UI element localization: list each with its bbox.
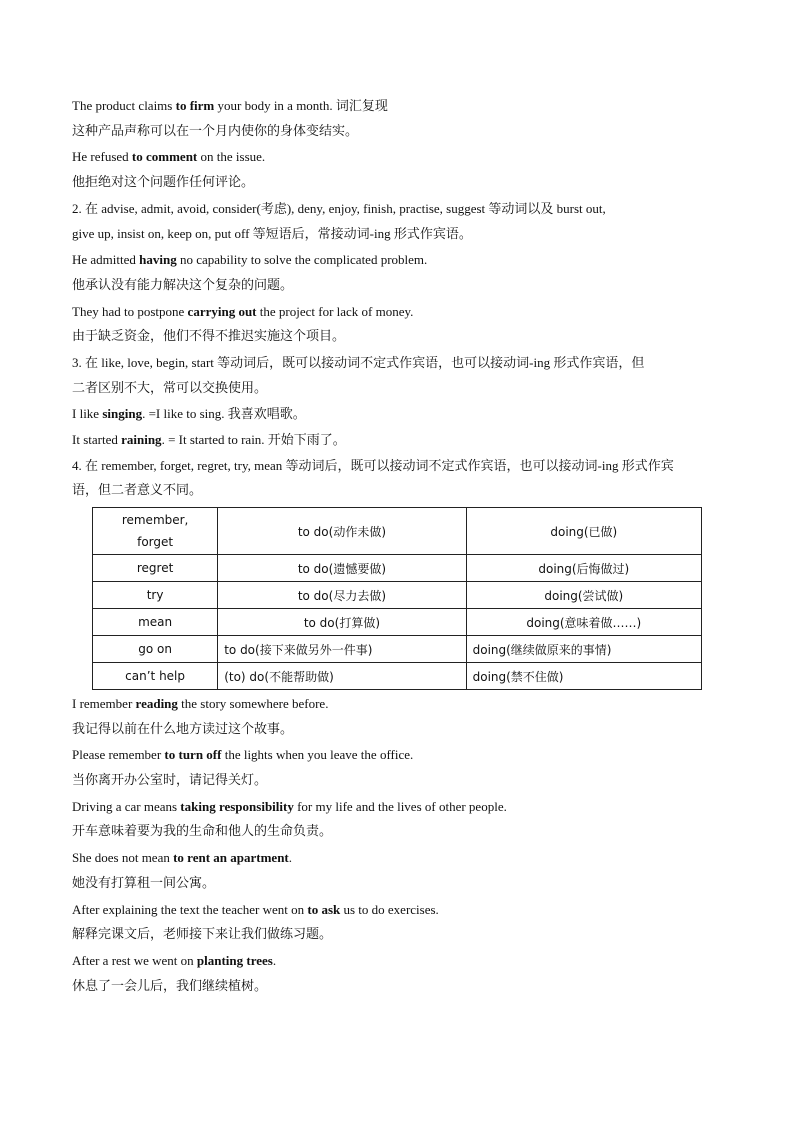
english-line [72, 742, 732, 768]
english-line [72, 845, 732, 871]
text-run: They had to postpone [72, 303, 188, 319]
table-row [93, 508, 702, 555]
text-run: . = It started to rain. 开始下雨了。 [161, 431, 346, 447]
english-line [72, 144, 732, 170]
english-line [72, 221, 732, 247]
text-run: I like [72, 406, 103, 422]
text-run: . [288, 850, 293, 866]
bold-phrase: having [139, 252, 177, 268]
text-run: 解释完课文后，老师接下来让我们做练习题。 [72, 927, 333, 943]
chinese-line [72, 717, 732, 743]
text-run: I remember [72, 696, 136, 711]
verb-text: can’t help [125, 669, 186, 683]
text-run: 由于缺乏资金，他们不得不推迟实施这个项目。 [72, 329, 346, 345]
text-run: . [272, 952, 277, 968]
chinese-line [72, 922, 732, 948]
verb-cell [93, 609, 218, 636]
bold-phrase: to turn off [164, 747, 222, 763]
text-run: the project for lack of money. [256, 303, 414, 319]
english-line [72, 196, 732, 222]
to-do-cell: to do(打算做) [218, 609, 466, 636]
text-run: 这种产品声称可以在一个月内使你的身体变结实。 [72, 123, 359, 139]
table-row [93, 582, 702, 609]
english-line [72, 299, 732, 325]
bold-phrase: singing [102, 406, 143, 422]
text-run: 3. 在 like, love, begin, start 等动词后，既可以接动词不定式作宾语，也可以接动词-ing 形式作宾语，但 [72, 354, 645, 370]
bold-phrase: planting trees [196, 952, 273, 968]
text-run: no capability to solve the complicated problem. [176, 252, 428, 268]
table-row [93, 636, 702, 663]
to-do-cell: (to) do(不能帮助做) [218, 663, 466, 690]
english-line [72, 350, 732, 376]
chinese-line [72, 768, 732, 794]
text-run: give up, insist on, keep on, put off 等短语后，常接动词-ing 形式作宾语。 [72, 226, 472, 242]
bold-phrase: reading [135, 696, 178, 711]
verb-cell [93, 555, 218, 582]
english-line [72, 948, 732, 974]
verb-cell [93, 508, 218, 555]
english-line [72, 794, 732, 820]
text-run: Driving a car means [72, 798, 181, 814]
text-run: 2. 在 advise, admit, avoid, consider(考虑), deny, enjoy, finish, practise, suggest 等动词以及 burst out, [72, 200, 606, 216]
text-run: The product claims [72, 98, 176, 113]
example-sentences-after-table [72, 691, 732, 999]
text-run: It started [72, 431, 122, 447]
verb-text: try [146, 588, 164, 602]
grammar-notes-before-table [72, 93, 732, 504]
bold-phrase: to comment [131, 149, 198, 165]
text-run: on the issue. [197, 149, 266, 165]
chinese-line [72, 478, 732, 504]
text-run: She does not mean [72, 850, 174, 866]
english-line [72, 897, 732, 923]
bold-phrase: taking responsibility [180, 798, 294, 814]
text-run: He admitted [72, 252, 140, 268]
to-do-cell: to do(动作未做) [218, 508, 466, 555]
doing-cell: doing(后悔做过) [466, 555, 701, 582]
chinese-line [72, 871, 732, 897]
chinese-line [72, 119, 732, 145]
verb-cell [93, 663, 218, 690]
bold-phrase: carrying out [187, 303, 257, 319]
text-run: Please remember [72, 747, 165, 763]
text-run: He refused [72, 149, 132, 165]
document-page [72, 93, 732, 999]
to-do-cell: to do(接下来做另外一件事) [218, 636, 466, 663]
doing-cell: doing(意味着做……) [466, 609, 701, 636]
doing-cell: doing(已做) [466, 508, 701, 555]
verb-text: mean [138, 615, 173, 629]
table-row [93, 555, 702, 582]
text-run: After explaining the text the teacher went on [72, 901, 308, 917]
text-run: for my life and the lives of other people. [293, 798, 507, 814]
text-run: us to do exercises. [340, 901, 439, 917]
english-line [72, 247, 732, 273]
text-run: 二者区别不大，常可以交换使用。 [72, 380, 268, 396]
text-run: After a rest we went on [72, 952, 197, 968]
text-run: 开车意味着要为我的生命和他人的生命负责。 [72, 824, 333, 840]
text-run: 我记得以前在什么地方读过这个故事。 [72, 721, 294, 737]
english-line [72, 427, 732, 453]
verb-text: go on [138, 642, 172, 656]
bold-phrase: to ask [307, 901, 341, 917]
chinese-line [72, 324, 732, 350]
doing-cell: doing(尝试做) [466, 582, 701, 609]
verb-text: remember, [121, 513, 189, 527]
text-run: 她没有打算租一间公寓。 [72, 875, 216, 891]
english-line [72, 453, 732, 479]
text-run: . =I like to sing. 我喜欢唱歌。 [142, 406, 306, 422]
chinese-line [72, 819, 732, 845]
verb-comparison-table [92, 507, 702, 690]
text-run: 休息了一会儿后，我们继续植树。 [72, 978, 268, 994]
table-row [93, 609, 702, 636]
verb-cell [93, 582, 218, 609]
text-run: 他承认没有能力解决这个复杂的问题。 [72, 277, 294, 293]
text-run: 4. 在 remember, forget, regret, try, mean 等动词后，既可以接动词不定式作宾语，也可以接动词-ing 形式作宾 [72, 457, 674, 473]
text-run: 语，但二者意义不同。 [72, 483, 203, 499]
bold-phrase: to rent an apartment [173, 850, 289, 866]
text-run: 当你离开办公室时，请记得关灯。 [72, 773, 268, 789]
english-line [72, 401, 732, 427]
verb-text: forget [137, 535, 174, 549]
text-run: your body in a month. 词汇复现 [214, 98, 388, 113]
doing-cell: doing(继续做原来的事情) [466, 636, 701, 663]
to-do-cell: to do(尽力去做) [218, 582, 466, 609]
bold-phrase: raining [121, 431, 162, 447]
english-line [72, 93, 732, 119]
chinese-line [72, 974, 732, 1000]
text-run: the lights when you leave the office. [221, 747, 414, 763]
english-line [72, 691, 732, 717]
bold-phrase: to firm [175, 98, 215, 113]
chinese-line [72, 273, 732, 299]
text-run: 他拒绝对这个问题作任何评论。 [72, 175, 255, 191]
table-row [93, 663, 702, 690]
chinese-line [72, 170, 732, 196]
verb-cell [93, 636, 218, 663]
to-do-cell: to do(遗憾要做) [218, 555, 466, 582]
text-run: the story somewhere before. [177, 696, 329, 711]
doing-cell: doing(禁不住做) [466, 663, 701, 690]
verb-text: regret [136, 561, 174, 575]
chinese-line [72, 376, 732, 402]
